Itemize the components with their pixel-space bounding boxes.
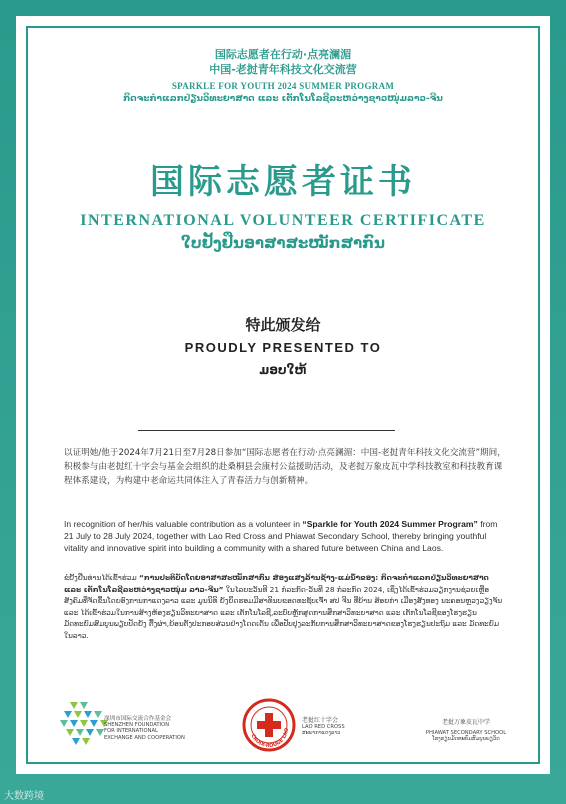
presented-cn: 特此颁发给 <box>245 316 321 334</box>
title-en: INTERNATIONAL VOLUNTEER CERTIFICATE <box>80 212 486 229</box>
body-en-program: “Sparkle for Youth 2024 Summer Program” <box>302 519 478 529</box>
phiawat-school-logo <box>416 720 516 743</box>
foundation-name-cn: 深圳市国际交流合作基金会 <box>104 716 172 722</box>
red-cross-name-cn: 老挝红十字会 <box>302 717 339 724</box>
header-lao: ກິດຈະກຳແລກປ່ຽນວິທະຍາສາດ ແລະ ເຕັກໂນໂລຊີລະຫວ່າງຊາວໜຸ່ມລາວ-ຈີນ <box>123 94 443 104</box>
body-en <box>64 518 506 554</box>
red-cross-ring-text: CROIX-ROUGE LAO <box>249 727 291 750</box>
body-en-post: from 21 July to 28 July 2024, together with Lao Red Cross and Phiawat Secondary School, thereby bringing youthful vitality and innovative spirit into building a community with a shared future between China and Laos. <box>64 519 498 553</box>
lao-red-cross-logo <box>242 698 345 757</box>
foundation-text <box>104 716 214 741</box>
header-cn <box>16 47 550 77</box>
red-cross-name-en: LAO RED CROSS <box>302 724 345 731</box>
red-cross-name-lao: ສະພາກາແດງລາວ <box>302 730 341 737</box>
foundation-name-en-1: SHENZHEN FOUNDATION <box>104 722 170 729</box>
body-lao-pre: ຂໍຢັ້ງຢືນທ່ານໄດ້ເຂົ້າຮ່ວມ <box>64 573 139 582</box>
school-name-lao: ໂຮງຮຽນມັດທະຍົມສົມບູນພຽວັດ <box>432 736 500 743</box>
body-cn: 以证明她/他于2024年7月21日至7月28日参加“国际志愿者在行动·点亮澜湄：中国-老挝青年科技文化交流营”期间，积极参与由老挝红十字会与基金会组织的赴桑桐县会康村公益援助活动，及老挝万象皮瓦中学科技教室和科技教育课程体系建设，为构建中老命运共同体注入了青春活力与创新精神。 <box>64 448 506 486</box>
name-line <box>138 430 395 431</box>
certificate <box>16 16 550 774</box>
header-en: SPARKLE FOR YOUTH 2024 SUMMER PROGRAM <box>171 81 395 91</box>
school-name-cn: 老挝万象皮瓦中学 <box>441 719 490 726</box>
body-lao-post: ໃນໄລຍະວັນທີ 21 ກໍລະກົດ-ວັນທີ 28 ກໍລະກົດ 2024, ເຊິ່ງໄດ້ເຂົ້າຮ່ວມວຽກງານຊ່ວຍເຫຼືອສັງຄົມທີ່ຈັດຂຶ້ນໂດຍອົງການກາແດງລາວ ແລະ ມູນນິທິ ຍັງຍຶດຮອມມີສາທິນບຂອດທະຊັບເຈົ້າ ສປ ຈີນ ທີ່ບ້ານ ສ້ອຍກ່າ ເມືອງສັງທອງ ນະຄອນຫຼວງວຽງຈັນ ແລະ ໄດ້ເຂົ້າຮ່ວມໃນການສ້າງຫ້ອງຮຽນວິທະຍາສາດ ແລະ ເຕັກໂນໂລຊີ,ລະບົບຫຼັກສູດການສຶກສາວິທະຍາສາດ ແລະ ເຕັກໂນໂລຊີຂອງໂຮງຮຽນມັດທະຍົມສົມບູນພຽບປັດຍັງ ຕື້ງຜ່າ,ຍ້ອນຕັ້ງປະກອບສ່ວນຢ່າງໂດດເດັ່ນ ເພື່ອປັບປຸງລະກັບການສຶກສາວິທະຍາສາດຂອງໂຮງຮຽນປະຖົມ ແລະ ມັດທະຍົມໃນລາວ. <box>64 584 503 640</box>
body-lao-program: “ການປະຕິບັດໂດຍອາສາສະໝັກສາກົນ ສ່ອງແສງລ້ານຊ້າງ-ແມ່ນ້ຳຂອງ: ກິດຈະກຳແລກປ່ຽນວິທະຍາສາດ ແລະ ເຕັກໂນໂລຊີລະຫວ່າງຊາວໜຸ່ມ ລາວ-ຈີນ” <box>64 573 489 594</box>
body-lao <box>64 572 506 641</box>
body-en-pre: In recognition of her/his valuable contribution as a volunteer in <box>64 519 303 529</box>
title-lao: ໃບຢັ້ງຢືນອາສາສະໝັກສາກົນ <box>181 234 385 252</box>
foundation-name-en-3: EXCHANGE AND COOPERATION <box>104 734 185 741</box>
red-cross-text <box>302 718 362 737</box>
watermark: 大数跨境 <box>4 791 44 802</box>
presented-lao: ມອບໃຫ້ <box>259 363 307 377</box>
foundation-emblem-icon <box>60 700 110 748</box>
logo-row <box>16 692 550 762</box>
header-cn-line1: 国际志愿者在行动·点亮澜湄 <box>214 48 352 61</box>
shenzhen-foundation-logo <box>60 700 185 753</box>
title-cn: 国际志愿者证书 <box>150 162 416 202</box>
red-cross-emblem-icon <box>242 698 296 752</box>
header-cn-line2: 中国-老挝青年科技文化交流营 <box>209 63 357 76</box>
foundation-name-en-2: FOR INTERNATIONAL <box>104 728 158 735</box>
school-name-en: PHIAWAT SECONDARY SCHOOL <box>425 730 507 737</box>
presented-en: PROUDLY PRESENTED TO <box>184 340 382 355</box>
